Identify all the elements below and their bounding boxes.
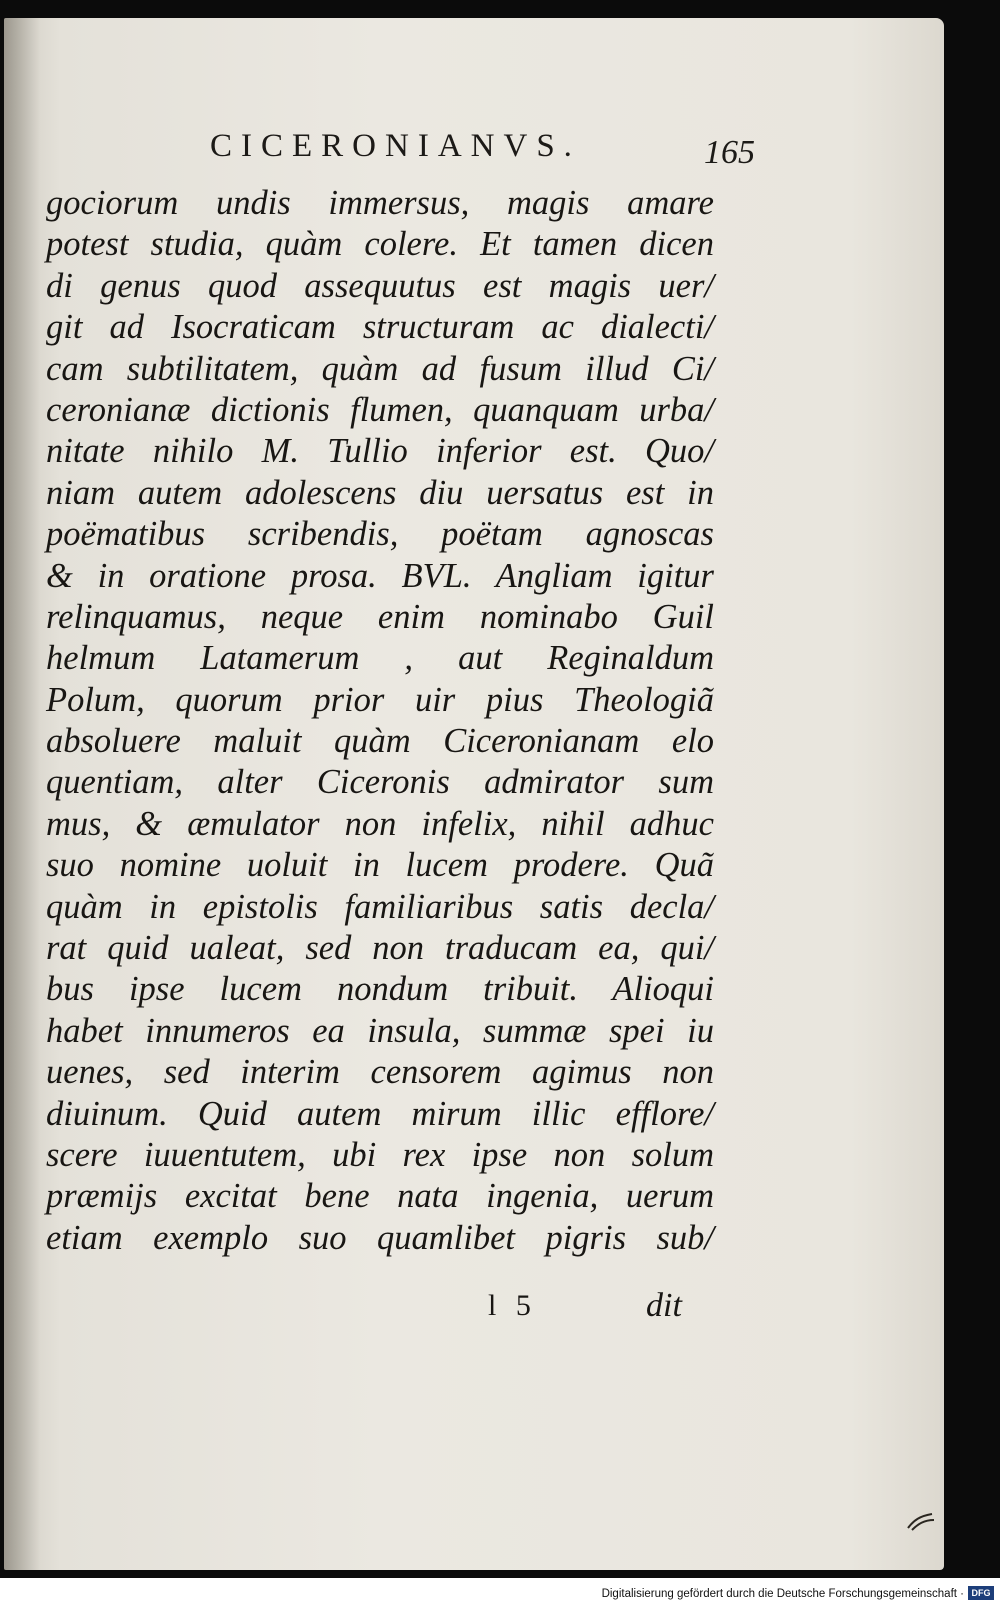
page-number: 165 [704, 134, 755, 171]
ink-flourish-icon [906, 1510, 936, 1532]
text-line: Polum, quorum prior uir pius Theologiã [46, 680, 714, 719]
text-line: ceronianæ dictionis flumen, quanquam urba/ [46, 390, 714, 429]
text-line: suo nomine uoluit in lucem prodere. Quã [46, 846, 714, 885]
text-line: rat quid ualeat, sed non traducam ea, qui/ [46, 929, 714, 968]
text-line: etiam exemplo suo quamlibet pigris sub/ [46, 1218, 714, 1257]
text-line: absoluere maluit quàm Ciceronianam elo [46, 722, 714, 761]
text-line: diuinum. Quid autem mirum illic efflore/ [46, 1094, 714, 1133]
text-line: git ad Isocraticam structuram ac dialecti/ [46, 308, 714, 347]
text-line: relinquamus, neque enim nominabo Guil [46, 597, 714, 636]
text-line: cam subtilitatem, quàm ad fusum illud Ci/ [46, 349, 714, 388]
text-line: helmum Latamerum , aut Reginaldum [46, 639, 714, 678]
text-line: uenes, sed interim censorem agimus non [46, 1053, 714, 1092]
dfg-logo: DFG [968, 1586, 994, 1600]
text-line: præmijs excitat bene nata ingenia, uerum [46, 1177, 714, 1216]
text-line: di genus quod assequutus est magis uer/ [46, 266, 714, 305]
catchword: dit [646, 1287, 682, 1324]
text-line: & in oratione prosa. BVL. Angliam igitur [46, 556, 714, 595]
text-line: nitate nihilo M. Tullio inferior est. Quo/ [46, 432, 714, 471]
body-text [46, 183, 714, 1259]
text-line: habet innumeros ea insula, summæ spei iu [46, 1011, 714, 1050]
text-line: mus, & æmulator non infelix, nihil adhuc [46, 804, 714, 843]
text-line: gociorum undis immersus, magis amare [46, 184, 714, 222]
text-line: quàm in epistolis familiaribus satis decla/ [46, 887, 714, 926]
running-title: CICERONIANVS. [210, 128, 581, 164]
footer-bar [0, 1578, 1000, 1606]
text-line: poëmatibus scribendis, poëtam agnoscas [46, 515, 714, 554]
text-line: quentiam, alter Ciceronis admirator sum [46, 763, 714, 802]
digitization-credit: Digitalisierung gefördert durch die Deutsche Forschungsgemeinschaft · [601, 1588, 964, 1600]
text-line: scere iuuentutem, ubi rex ipse non solum [46, 1135, 714, 1174]
text-line: potest studia, quàm colere. Et tamen dicen [46, 225, 714, 264]
text-line: bus ipse lucem nondum tribuit. Alioqui [46, 970, 714, 1009]
signature-mark: l 5 [488, 1289, 537, 1322]
gutter-shadow [4, 18, 40, 1570]
text-line: niam autem adolescens diu uersatus est in [46, 473, 714, 512]
